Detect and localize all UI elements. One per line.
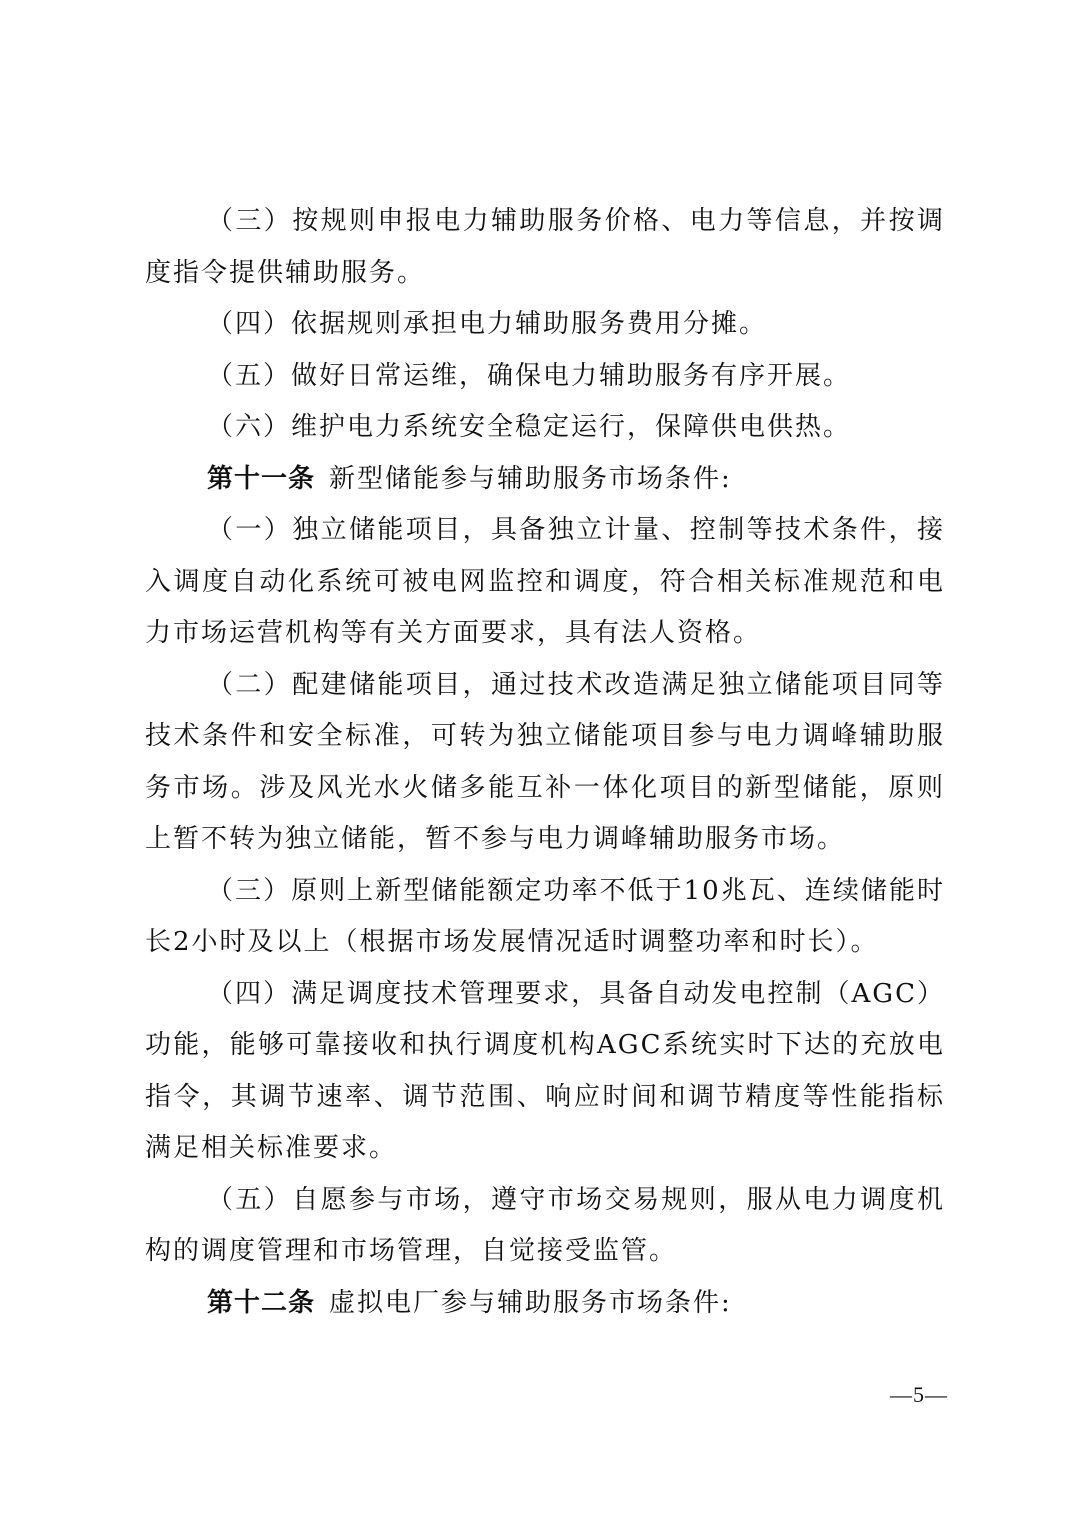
document-body [145, 196, 945, 1329]
paragraph-text: （五）做好日常运维，确保电力辅助服务有序开展。 [207, 360, 852, 391]
paragraph-text: （一）独立储能项目，具备独立计量、控制等技术条件，接入调度自动化系统可被电网监控和调度，符合相关标准规范和电力市场运营机构等有关方面要求，具有法人资格。 [145, 515, 945, 648]
paragraph-text: （三）原则上新型储能额定功率不低于10兆瓦、连续储能时长2小时及以上（根据市场发展情况适时调整功率和时长）。 [145, 875, 945, 957]
paragraph [145, 196, 945, 299]
paragraph-text: 新型储能参与辅助服务市场条件: [329, 463, 732, 494]
paragraph [145, 402, 945, 454]
paragraph [145, 505, 945, 660]
page-number: —5— [890, 1382, 948, 1407]
paragraph-text: （五）自愿参与市场，遵守市场交易规则，服从电力调度机构的调度管理和市场管理，自觉接受监管。 [145, 1184, 945, 1266]
paragraph-text: （六）维护电力系统安全稳定运行，保障供电供热。 [207, 412, 852, 442]
paragraph-text: （四）依据规则承担电力辅助服务费用分摊。 [207, 309, 768, 339]
article-heading-paragraph [145, 1278, 945, 1330]
paragraph-text: （二）配建储能项目，通过技术改造满足独立储能项目同等技术条件和安全标准，可转为独立储能项目参与电力调峰辅助服务市场。涉及风光水火储多能互补一体化项目的新型储能，原则上暂不转为独立储能，暂不参与电力调峰辅助服务市场。 [145, 669, 945, 854]
paragraph [145, 351, 945, 403]
paragraph [145, 660, 945, 866]
paragraph-text: （三）按规则申报电力辅助服务价格、电力等信息，并按调度指令提供辅助服务。 [145, 206, 945, 288]
paragraph [145, 866, 945, 969]
article-heading-paragraph [145, 454, 945, 506]
paragraph-text: 虚拟电厂参与辅助服务市场条件: [329, 1287, 732, 1318]
paragraph [145, 1175, 945, 1278]
paragraph [145, 299, 945, 351]
paragraph [145, 969, 945, 1175]
article-number: 第十二条 [207, 1287, 316, 1318]
paragraph-text: （四）满足调度技术管理要求，具备自动发电控制（AGC）功能，能够可靠接收和执行调度机构AGC系统实时下达的充放电指令，其调节速率、调节范围、响应时间和调节精度等性能指标满足相关标准要求。 [145, 978, 945, 1163]
article-number: 第十一条 [207, 463, 316, 494]
